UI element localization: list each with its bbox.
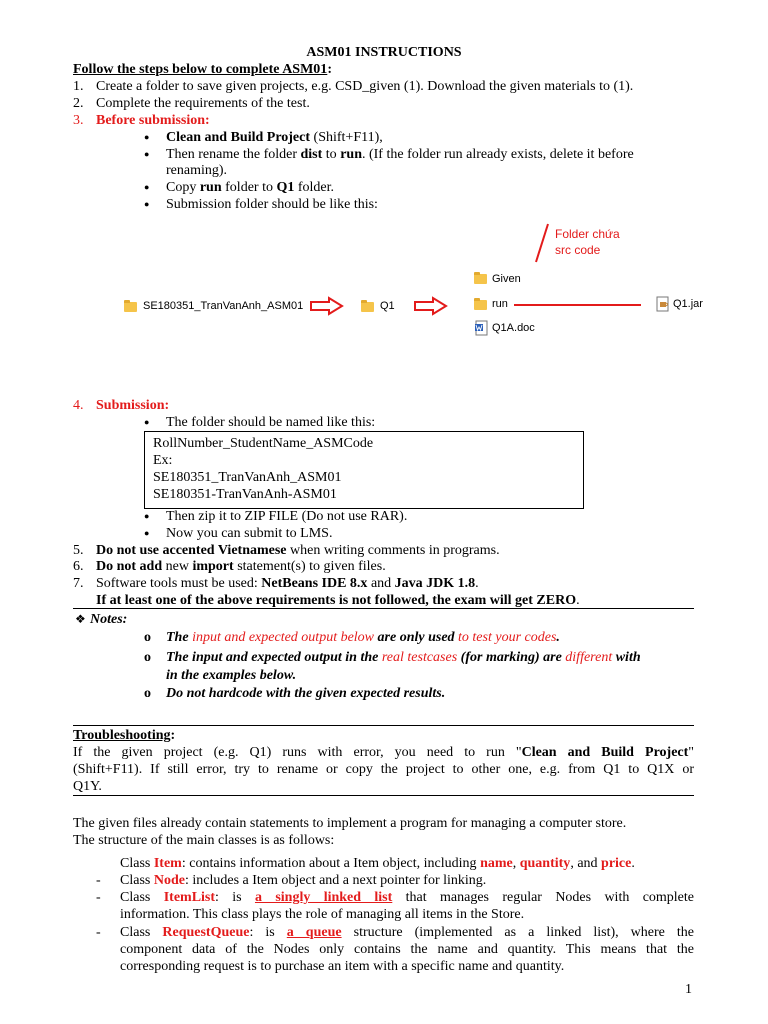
- class-name: Item: [153, 856, 182, 871]
- text-fragment: that manages regular Nodes with complete: [392, 890, 695, 905]
- text-fragment: :: [170, 728, 176, 743]
- run-folder-label: run: [492, 298, 508, 310]
- step-4-label: Submission:: [96, 398, 170, 413]
- text-fragment: .: [475, 576, 479, 591]
- text-fragment: folder.: [294, 180, 335, 195]
- given-folder-label: Given: [492, 273, 521, 285]
- text-fragment: .: [631, 856, 635, 871]
- text-fragment: .: [556, 630, 560, 645]
- bullet-icon: ●: [144, 528, 150, 538]
- step-4-number: 4.: [73, 398, 84, 413]
- divider: [73, 795, 694, 796]
- text-fragment: are only used: [374, 630, 459, 645]
- highlight-text: a singly linked list: [254, 890, 393, 905]
- page-number: 1: [685, 982, 692, 997]
- arrow-right-icon: [413, 296, 449, 316]
- example-1: SE180351_TranVanAnh_ASM01: [153, 470, 342, 485]
- field-name: price: [601, 856, 632, 871]
- step-3-label: Before submission:: [96, 113, 210, 128]
- step-7-text: [96, 575, 479, 592]
- step-6-text: [96, 558, 386, 575]
- text-fragment: : includes a Item object and a next pointer for linking.: [184, 873, 487, 888]
- text-fragment: . (If the folder run already exists, delete it before: [361, 147, 634, 162]
- example-label: Ex:: [153, 453, 173, 468]
- step-3-bullet-3: [166, 179, 334, 196]
- bold-fragment: Do not add: [96, 559, 163, 574]
- text-fragment: and: [367, 576, 395, 591]
- annotation-arrow: [500, 218, 560, 268]
- troubleshooting-line-1: [73, 744, 694, 761]
- text-fragment: Class: [120, 890, 164, 905]
- step-5-text: [96, 542, 500, 559]
- class-item-line: [120, 855, 635, 872]
- text-fragment: If the given project (e.g. Q1) runs with error, you need to run ": [73, 745, 522, 760]
- structure-paragraph-2: The structure of the main classes is as follows:: [73, 833, 335, 848]
- run-folder-icon: [474, 300, 487, 310]
- text-fragment: The: [166, 630, 193, 645]
- text-fragment: with: [612, 650, 641, 665]
- step-2-text: Complete the requirements of the test.: [96, 96, 310, 111]
- jdk-label: Java JDK 1.8: [394, 576, 476, 591]
- notes-label: Notes:: [90, 612, 128, 627]
- note-3: Do not hardcode with the given expected results.: [166, 686, 446, 701]
- text-fragment: : is: [215, 890, 255, 905]
- divider: [73, 725, 694, 726]
- clean-build-label: Clean and Build Project: [521, 745, 689, 760]
- q1-folder-icon: [361, 302, 374, 312]
- text-fragment: to: [322, 147, 341, 162]
- text-fragment: statement(s) to given files.: [233, 559, 386, 574]
- step-1-text: Create a folder to save given projects, e.g. CSD_given (1). Download the given materials to (1).: [96, 79, 634, 94]
- naming-example-box: [144, 431, 584, 509]
- step-4-bullet-1: The folder should be named like this:: [166, 415, 376, 430]
- bold-fragment: import: [192, 559, 234, 574]
- bullet-icon: ●: [144, 199, 150, 209]
- annotation-line-1: Folder chứa: [555, 227, 620, 241]
- netbeans-label: NetBeans IDE 8.x: [261, 576, 368, 591]
- step-6-number: 6.: [73, 559, 84, 574]
- text-fragment: Copy: [166, 180, 200, 195]
- note-2-line-2: in the examples below.: [166, 668, 297, 683]
- class-itemlist-line: [120, 889, 694, 906]
- highlight-text: input and expected output below: [192, 630, 375, 645]
- step-1-number: 1.: [73, 79, 84, 94]
- run-label: run: [199, 180, 222, 195]
- root-folder-label: SE180351_TranVanAnh_ASM01: [143, 300, 304, 312]
- bullet-icon: ●: [144, 511, 150, 521]
- text-fragment: The input and expected output in the: [166, 650, 382, 665]
- diamond-bullet-icon: ❖: [75, 612, 86, 626]
- heading-text: Troubleshooting: [73, 728, 171, 743]
- field-name: quantity: [519, 856, 571, 871]
- dash-bullet: -: [96, 890, 101, 905]
- highlight-text: a queue: [286, 925, 342, 940]
- class-name: ItemList: [163, 890, 216, 905]
- text-fragment: new: [162, 559, 193, 574]
- circle-bullet-icon: o: [144, 630, 151, 645]
- highlight-text: real testcases: [381, 650, 458, 665]
- intro-colon: :: [327, 62, 332, 77]
- text-fragment: folder to: [221, 180, 277, 195]
- given-folder-icon: [474, 274, 487, 284]
- doc-file-icon: [474, 320, 490, 336]
- annotation-line-2: src code: [555, 243, 601, 257]
- dash-bullet: -: [96, 873, 101, 888]
- warning-text: If at least one of the above requirements is not followed, the exam will get ZERO: [96, 593, 577, 608]
- intro-label: Follow the steps below to complete ASM01: [73, 62, 328, 77]
- highlight-text: different: [565, 650, 613, 665]
- text-fragment: : is: [249, 925, 287, 940]
- text-fragment: ": [688, 745, 694, 760]
- step-3-bullet-2-line-2: renaming).: [166, 163, 228, 178]
- example-2: SE180351-TranVanAnh-ASM01: [153, 487, 337, 502]
- text-fragment: Class: [120, 873, 154, 888]
- troubleshooting-line-2: (Shift+F11). If still error, try to rename or copy the project to other one, e.g. from Q1 to Q1X or: [73, 762, 694, 777]
- step-3-bullet-4: Submission folder should be like this:: [166, 197, 378, 212]
- zero-warning: [96, 592, 580, 609]
- bold-fragment: Do not use accented Vietnamese: [96, 543, 287, 558]
- dist-label: dist: [300, 147, 323, 162]
- bullet-icon: ●: [144, 417, 150, 427]
- bullet-icon: ●: [144, 132, 150, 142]
- class-name: RequestQueue: [162, 925, 250, 940]
- troubleshooting-heading: [73, 727, 175, 744]
- step-4-bullet-3: Now you can submit to LMS.: [166, 526, 333, 541]
- page-title: ASM01 INSTRUCTIONS: [306, 45, 462, 60]
- class-requestqueue-line-3: corresponding request is to purchase an item with a specific name and quantity.: [120, 959, 565, 974]
- circle-bullet-icon: o: [144, 686, 151, 701]
- text-fragment: Class: [120, 856, 154, 871]
- note-2: [166, 649, 641, 666]
- text-fragment: Then rename the folder: [166, 147, 301, 162]
- text-fragment: Software tools must be used:: [96, 576, 262, 591]
- text-fragment: , and: [570, 856, 602, 871]
- step-3-number: 3.: [73, 113, 84, 128]
- bullet-icon: ●: [144, 182, 150, 192]
- structure-paragraph-1: The given files already contain statements to implement a program for managing a computer store.: [73, 816, 627, 831]
- field-name: name: [480, 856, 513, 871]
- text-fragment: ,: [512, 856, 520, 871]
- dash-bullet: -: [96, 925, 101, 940]
- step-7-number: 7.: [73, 576, 84, 591]
- text-fragment: (for marking) are: [457, 650, 566, 665]
- circle-bullet-icon: o: [144, 650, 151, 665]
- step-4-bullet-2: Then zip it to ZIP FILE (Do not use RAR).: [166, 509, 408, 524]
- naming-format: RollNumber_StudentName_ASMCode: [153, 436, 374, 451]
- step-3-bullet-1: [166, 129, 383, 146]
- text-fragment: Class: [120, 925, 163, 940]
- highlight-text: to test your codes: [458, 630, 557, 645]
- troubleshooting-line-3: Q1Y.: [73, 779, 102, 794]
- bullet-icon: ●: [144, 149, 150, 159]
- root-folder-icon: [124, 302, 137, 312]
- q1-label: Q1: [276, 180, 295, 195]
- text-fragment: : contains information about a Item object, including: [181, 856, 481, 871]
- note-1: [166, 629, 560, 646]
- jar-file-label: Q1.jar: [673, 298, 703, 310]
- text-fragment: when writing comments in programs.: [286, 543, 500, 558]
- step-5-number: 5.: [73, 543, 84, 558]
- run-label: run: [340, 147, 362, 162]
- connector-line: [514, 304, 641, 306]
- step-2-number: 2.: [73, 96, 84, 111]
- text-fragment: .: [576, 593, 580, 608]
- text-fragment: structure (implemented as a linked list), where the: [341, 925, 694, 940]
- class-requestqueue-line: [120, 924, 694, 941]
- class-node-line: [120, 872, 486, 889]
- arrow-right-icon: [309, 296, 345, 316]
- divider: [73, 608, 694, 609]
- clean-build-label: Clean and Build Project: [166, 130, 311, 145]
- jar-file-icon: [655, 296, 671, 312]
- doc-file-label: Q1A.doc: [492, 322, 535, 334]
- q1-folder-label: Q1: [380, 300, 395, 312]
- shortcut-text: (Shift+F11),: [310, 130, 383, 145]
- intro-line: [73, 61, 332, 78]
- step-3-bullet-2: [166, 146, 634, 163]
- class-requestqueue-line-2: component data of the Nodes only contains the name and quantity. This means that the: [120, 942, 694, 957]
- class-itemlist-line-2: information. This class plays the role of managing all items in the Store.: [120, 907, 525, 922]
- class-name: Node: [153, 873, 185, 888]
